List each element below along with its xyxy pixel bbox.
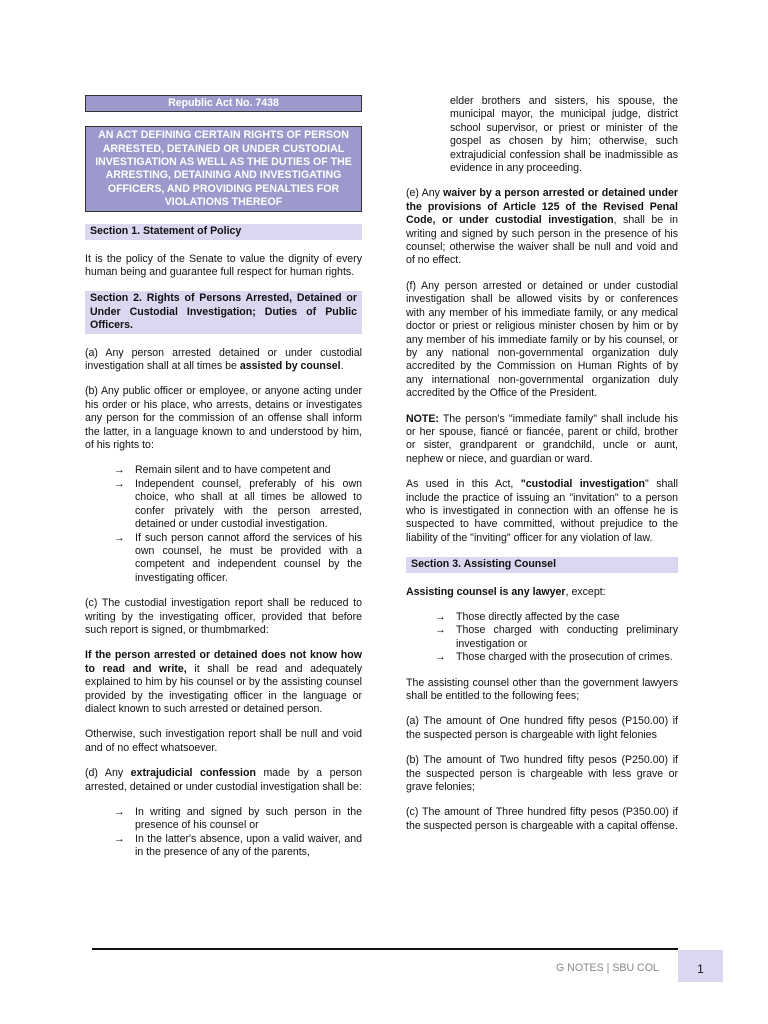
arrow-icon: → — [114, 477, 125, 490]
paragraph-2c-read-write: If the person arrested or detained does not know how to read and write, it shall be read and adequately explained to him by his counsel or by the assisting counsel provided by the investigating officer in the language or dialect known to such arrested or detained person. — [85, 649, 362, 715]
list-item: → Remain silent and to have competent and — [114, 464, 331, 477]
arrow-icon: → — [435, 651, 446, 664]
list-item: → Those directly affected by the case — [435, 611, 620, 623]
right-column — [406, 95, 678, 845]
left-column — [85, 95, 362, 872]
list-item: → Those charged with conducting preliminary investigation or — [435, 624, 678, 650]
fee-c: (c) The amount of Three hundred fifty pesos (P350.00) if the suspected person is chargeable with a capital offense. — [406, 806, 678, 832]
paragraph-2a: (a) Any person arrested detained or under custodial investigation shall at all times be assisted by counsel. — [85, 346, 362, 373]
page-number: 1 — [678, 950, 723, 982]
list-item: → Those charged with the prosecution of crimes. — [435, 651, 673, 664]
arrow-icon: → — [114, 832, 125, 845]
arrow-icon: → — [114, 531, 125, 544]
exceptions-list — [406, 611, 678, 665]
note-paragraph: NOTE: The person's "immediate family" shall include his or her spouse, fiancé or fiancée, parent or child, brother or sister, grandparent or grandchild, uncle or aunt, nephew or niece, and guardian or ward. — [406, 412, 678, 465]
list-item: → Independent counsel, preferably of his own choice, who shall at all times be allowed to confer privately with the person arrested, detained or under custodial investigation. — [114, 477, 362, 531]
list-item-continuation: elder brothers and sisters, his spouse, the municipal mayor, the municipal judge, district school supervisor, or priest or minister of the gospel as chosen by him; otherwise, such extrajudicial confession shall be inadmissible as evidence in any proceeding. — [450, 95, 678, 175]
footer-divider — [92, 948, 678, 950]
fee-b: (b) The amount of Two hundred fifty pesos (P250.00) if the suspected person is chargeable with less grave or grave felonies; — [406, 754, 678, 794]
paragraph-2e: (e) Any waiver by a person arrested or detained under the provisions of Article 125 of the Revised Penal Code, or under custodial investigation, shall be in writing and signed by such person in the presence of his counsel; otherwise the waiver shall be null and void and of no effect. — [406, 187, 678, 267]
arrow-icon: → — [435, 611, 446, 623]
section-2-heading: Section 2. Rights of Persons Arrested, Detained or Under Custodial Investigation; Duties of Public Officers. — [85, 291, 362, 333]
list-item: → In the latter's absence, upon a valid waiver, and in the presence of any of the parents, — [114, 832, 362, 859]
rights-list — [85, 464, 362, 585]
section-1-heading: Section 1. Statement of Policy — [85, 224, 362, 239]
fee-a: (a) The amount of One hundred fifty pesos (P150.00) if the suspected person is chargeable with light felonies — [406, 715, 678, 741]
arrow-icon: → — [114, 464, 125, 477]
arrow-icon: → — [435, 624, 446, 637]
section-3-heading: Section 3. Assisting Counsel — [406, 557, 678, 572]
list-item: → If such person cannot afford the services of his own counsel, he must be provided with a competent and independent counsel by the investigating officer. — [114, 531, 362, 584]
fees-intro: The assisting counsel other than the government lawyers shall be entitled to the following fees; — [406, 676, 678, 703]
paragraph-2d: (d) Any extrajudicial confession made by a person arrested, detained or under custodial investigation shall be: — [85, 767, 362, 793]
section-1-text: It is the policy of the Senate to value the dignity of every human being and guarantee full respect for human rights. — [85, 252, 362, 278]
list-item: → In writing and signed by such person in the presence of his counsel or — [114, 806, 362, 832]
arrow-icon: → — [114, 806, 125, 818]
paragraph-2b: (b) Any public officer or employee, or anyone acting under his order or his place, who arrests, detains or investigates any person for the commission of an offense shall inform the latter, in a language known to and understood by him, of his rights to: — [85, 385, 362, 452]
paragraph-2f: (f) Any person arrested or detained or under custodial investigation shall be allowed visits by or conferences with any member of his immediate family, or any medical doctor or priest or religious minister chosen by him or by any member of his immediate family or by his counsel, or by any national non-governmental organization duly accredited by the Commission on Human Rights of by any international non-governmental organization duly accredited by the Office of the President. — [406, 279, 678, 400]
act-number-title: Republic Act No. 7438 — [85, 95, 362, 112]
confession-list — [85, 806, 362, 860]
paragraph-2c-otherwise: Otherwise, such investigation report shall be null and void and of no effect whatsoever. — [85, 728, 362, 754]
custodial-investigation-definition: As used in this Act, "custodial investigation" shall include the practice of issuing an "invitation" to a person who is investigated in connection with an offense he is suspected to have committed, without prejudice to the liability of the "inviting" officer for any violation of law. — [406, 478, 679, 544]
footer-text: G NOTES | SBU COL — [556, 962, 659, 974]
paragraph-2c: (c) The custodial investigation report shall be reduced to writing by the investigating officer, provided that before such report is signed, or thumbmarked: — [85, 597, 362, 636]
assisting-counsel-lead: Assisting counsel is any lawyer, except: — [406, 585, 606, 598]
act-title-box: AN ACT DEFINING CERTAIN RIGHTS OF PERSON ARRESTED, DETAINED OR UNDER CUSTODIAL INVESTIGATION AS WELL AS THE DUTIES OF THE ARRESTING, DETAINING AND INVESTIGATING OFFICERS, AND PROVIDING PENALTIES FOR VIOLATIONS THEREOF — [85, 126, 362, 212]
